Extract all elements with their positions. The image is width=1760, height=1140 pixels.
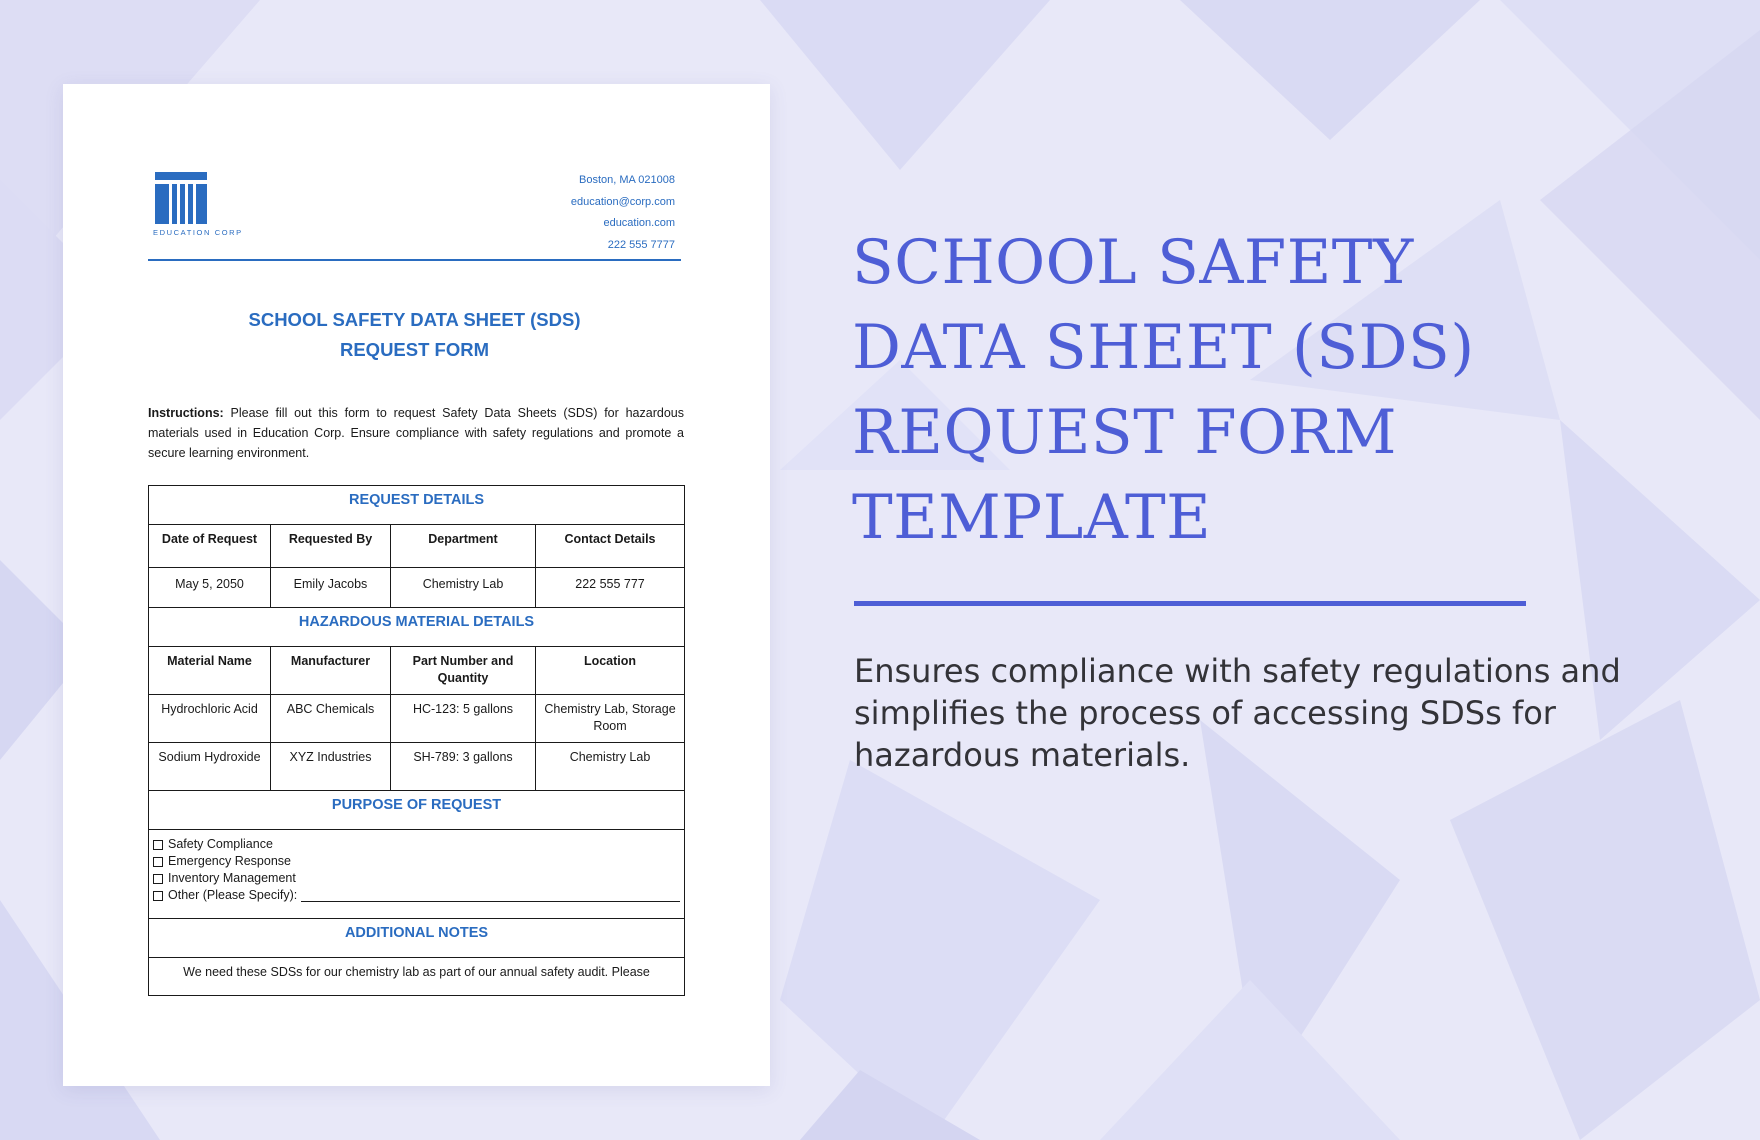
document-page — [63, 84, 770, 1086]
contact-address: Boston, MA 021008 — [578, 174, 675, 186]
sds-request-table — [148, 485, 685, 996]
purpose-option-inventory-management[interactable] — [153, 870, 680, 887]
promo-divider — [854, 601, 1526, 606]
contact-website: education.com — [603, 217, 675, 229]
checkbox-icon[interactable] — [153, 840, 163, 850]
promo-description-line-2: simplifies the process of accessing SDSs for — [854, 694, 1556, 732]
option-label: Emergency Response — [168, 854, 291, 868]
document-title-line-2: REQUEST FORM — [339, 339, 490, 360]
cell-location: Chemistry Lab, Storage Room — [536, 695, 685, 743]
cell-location: Chemistry Lab — [536, 743, 685, 791]
table-row — [149, 743, 685, 791]
cell-material-name: Sodium Hydroxide — [149, 743, 271, 791]
cell-manufacturer: ABC Chemicals — [271, 695, 391, 743]
purpose-heading: PURPOSE OF REQUEST — [149, 791, 685, 830]
document-title-line-1: SCHOOL SAFETY DATA SHEET (SDS) — [248, 309, 581, 330]
promo-description-line-3: hazardous materials. — [854, 736, 1191, 774]
cell-material-name: Hydrochloric Acid — [149, 695, 271, 743]
additional-notes-text: We need these SDSs for our chemistry lab as part of our annual safety audit. Please — [149, 958, 685, 996]
request-details-heading: REQUEST DETAILS — [149, 486, 685, 525]
value-contact-details: 222 555 777 — [536, 568, 685, 608]
promo-description — [854, 650, 1684, 776]
promo-title-line-3: REQUEST FORM — [852, 397, 1397, 468]
document-title — [148, 305, 681, 365]
value-department: Chemistry Lab — [391, 568, 536, 608]
table-row — [149, 695, 685, 743]
contact-email: education@corp.com — [570, 195, 675, 208]
purpose-option-other[interactable] — [153, 887, 680, 904]
purpose-option-emergency-response[interactable] — [153, 853, 680, 870]
value-requested-by: Emily Jacobs — [271, 568, 391, 608]
header-location: Location — [536, 647, 685, 695]
instructions-label: Instructions: — [148, 406, 224, 420]
promo-title-line-1: SCHOOL SAFETY — [852, 227, 1414, 298]
purpose-options — [149, 830, 685, 919]
promo-title-line-2: DATA SHEET (SDS) — [852, 312, 1475, 383]
hazardous-material-heading: HAZARDOUS MATERIAL DETAILS — [149, 608, 685, 647]
checkbox-icon[interactable] — [153, 891, 163, 901]
promo-description-line-1: Ensures compliance with safety regulations and — [854, 652, 1621, 690]
other-specify-field[interactable] — [301, 890, 680, 902]
columns-logo-icon — [153, 172, 209, 224]
header-part-number-quantity: Part Number and Quantity — [391, 647, 536, 695]
instructions — [148, 403, 684, 463]
additional-notes-heading: ADDITIONAL NOTES — [149, 919, 685, 958]
option-label: Inventory Management — [168, 871, 296, 885]
header-contact-details: Contact Details — [536, 525, 685, 568]
header-manufacturer: Manufacturer — [271, 647, 391, 695]
cell-manufacturer: XYZ Industries — [271, 743, 391, 791]
instructions-text: Please fill out this form to request Safety Data Sheets (SDS) for hazardous materials used in Education Corp. Ensure compliance with safety regulations and promote a secure learning environment. — [148, 406, 684, 460]
logo-text: EDUCATION CORP — [153, 228, 243, 237]
header-date-of-request: Date of Request — [149, 525, 271, 568]
promo-title-line-4: TEMPLATE — [852, 482, 1212, 553]
checkbox-icon[interactable] — [153, 874, 163, 884]
contact-block — [571, 170, 675, 256]
header-department: Department — [391, 525, 536, 568]
header-divider — [148, 259, 681, 261]
cell-part-number-quantity: HC-123: 5 gallons — [391, 695, 536, 743]
purpose-option-safety-compliance[interactable] — [153, 836, 680, 853]
cell-part-number-quantity: SH-789: 3 gallons — [391, 743, 536, 791]
option-label: Other (Please Specify): — [168, 888, 298, 902]
header-requested-by: Requested By — [271, 525, 391, 568]
contact-phone: 222 555 7777 — [607, 238, 675, 251]
option-label: Safety Compliance — [168, 837, 273, 851]
company-logo — [153, 172, 263, 237]
value-date-of-request: May 5, 2050 — [149, 568, 271, 608]
header-material-name: Material Name — [149, 647, 271, 695]
checkbox-icon[interactable] — [153, 857, 163, 867]
promo-title — [852, 220, 1672, 560]
